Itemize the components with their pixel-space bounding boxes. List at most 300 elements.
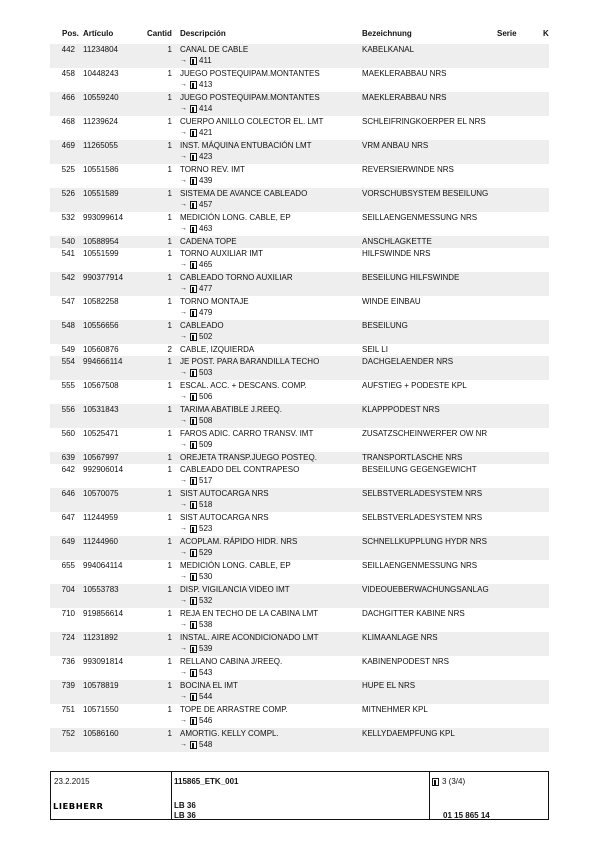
page-icon [190, 669, 197, 677]
table-row [50, 464, 549, 488]
page-icon [190, 525, 197, 533]
bezeichnung-cell: MAEKLERABBAU NRS [362, 69, 447, 78]
arrow-icon: → [180, 105, 187, 112]
article-cell: 10559240 [83, 93, 119, 102]
article-cell: 10556656 [83, 321, 119, 330]
footer-page-number: 3 (3/4) [442, 777, 466, 786]
description-cell: SIST AUTOCARGA NRS [180, 489, 269, 498]
bezeichnung-cell: TRANSPORTLASCHE NRS [362, 453, 463, 462]
article-cell: 990377914 [83, 273, 124, 282]
description-cell: ESCAL. ACC. + DESCANS. COMP. [180, 381, 307, 390]
page-icon [190, 645, 197, 653]
col-k: K [543, 29, 549, 38]
table-row [50, 452, 549, 464]
arrow-icon: → [180, 573, 187, 580]
table-row [50, 728, 549, 752]
page-icon [190, 693, 197, 701]
page-reference[interactable] [180, 416, 212, 426]
bezeichnung-cell: SEILLAENGENMESSUNG NRS [362, 561, 478, 570]
pos-cell: 540 [61, 237, 75, 246]
arrow-icon: → [180, 621, 187, 628]
page-icon [190, 393, 197, 401]
reference-number: 479 [199, 308, 213, 317]
pos-cell: 466 [61, 93, 75, 102]
footer-model: LB 36 [174, 801, 196, 810]
arrow-icon: → [180, 309, 187, 316]
table-row [50, 608, 549, 632]
page-reference[interactable] [180, 440, 212, 450]
page-reference[interactable] [180, 284, 212, 294]
reference-number: 411 [199, 56, 212, 65]
article-cell: 10582258 [83, 297, 119, 306]
quantity-cell: 1 [167, 273, 172, 282]
pos-cell: 547 [61, 297, 75, 306]
arrow-icon: → [180, 717, 187, 724]
page-icon [190, 333, 197, 341]
reference-number: 465 [199, 260, 213, 269]
page-reference[interactable] [180, 224, 212, 234]
article-cell: 10531843 [83, 405, 119, 414]
quantity-cell: 1 [167, 189, 172, 198]
article-cell: 10551589 [83, 189, 119, 198]
article-cell: 10571550 [83, 705, 119, 714]
arrow-icon: → [180, 129, 187, 136]
liebherr-logo: LIEBHERR [53, 802, 104, 811]
quantity-cell: 1 [167, 381, 172, 390]
page-reference[interactable] [180, 332, 212, 342]
quantity-cell: 1 [167, 585, 172, 594]
pos-cell: 468 [61, 117, 75, 126]
pos-cell: 655 [61, 561, 75, 570]
col-bezeichnung: Bezeichnung [362, 29, 412, 38]
reference-number: 530 [199, 572, 213, 581]
bezeichnung-cell: KABELKANAL [362, 45, 415, 54]
description-cell: SISTEMA DE AVANCE CABLEADO [180, 189, 308, 198]
article-cell: 10551599 [83, 249, 119, 258]
page-icon [190, 369, 197, 377]
table-row [50, 656, 549, 680]
article-cell: 10567508 [83, 381, 119, 390]
bezeichnung-cell: HUPE EL NRS [362, 681, 416, 690]
bezeichnung-cell: DACHGELAENDER NRS [362, 357, 454, 366]
reference-number: 423 [199, 152, 213, 161]
reference-number: 548 [199, 740, 213, 749]
page-reference[interactable] [180, 104, 212, 114]
arrow-icon: → [180, 477, 187, 484]
quantity-cell: 1 [167, 45, 172, 54]
quantity-cell: 2 [167, 345, 172, 354]
page-reference[interactable] [180, 80, 212, 90]
reference-number: 502 [199, 332, 213, 341]
bezeichnung-cell: DACHGITTER KABINE NRS [362, 609, 465, 618]
arrow-icon: → [180, 81, 187, 88]
quantity-cell: 1 [167, 489, 172, 498]
table-row [50, 236, 549, 248]
reference-number: 414 [199, 104, 213, 113]
reference-number: 508 [199, 416, 213, 425]
page-reference[interactable] [180, 500, 212, 510]
bezeichnung-cell: SELBSTVERLADESYSTEM NRS [362, 489, 483, 498]
table-row [50, 404, 549, 428]
article-cell: 10578819 [83, 681, 119, 690]
table-row [50, 68, 549, 92]
table-row [50, 356, 549, 380]
article-cell: 11265055 [83, 141, 118, 150]
quantity-cell: 1 [167, 93, 172, 102]
article-cell: 10448243 [83, 69, 119, 78]
article-cell: 11231892 [83, 633, 118, 642]
page-reference[interactable] [180, 692, 212, 702]
page-icon [432, 778, 439, 786]
article-cell: 10588954 [83, 237, 119, 246]
pos-cell: 458 [61, 69, 75, 78]
quantity-cell: 1 [167, 465, 172, 474]
arrow-icon: → [180, 693, 187, 700]
article-cell: 993099614 [83, 213, 124, 222]
column-header [0, 29, 595, 39]
description-cell: JUEGO POSTEQUIPAM.MONTANTES [180, 93, 320, 102]
description-cell: JUEGO POSTEQUIPAM.MONTANTES [180, 69, 320, 78]
arrow-icon: → [180, 501, 187, 508]
reference-number: 463 [199, 224, 213, 233]
description-cell: CABLEADO TORNO AUXILIAR [180, 273, 293, 282]
article-cell: 10567997 [83, 453, 119, 462]
arrow-icon: → [180, 369, 187, 376]
description-cell: OREJETA TRANSP.JUEGO POSTEQ. [180, 453, 317, 462]
description-cell: CABLEADO [180, 321, 224, 330]
pos-cell: 647 [61, 513, 75, 522]
article-cell: 11234804 [83, 45, 118, 54]
description-cell: TORNO AUXILIAR IMT [180, 249, 263, 258]
page-reference[interactable] [180, 476, 212, 486]
bezeichnung-cell: HILFSWINDE NRS [362, 249, 431, 258]
article-cell: 10553783 [83, 585, 119, 594]
page-reference[interactable] [180, 644, 212, 654]
table-row [50, 116, 549, 140]
table-row [50, 296, 549, 320]
arrow-icon: → [180, 417, 187, 424]
quantity-cell: 1 [167, 249, 172, 258]
footer-number: 01 15 865 14 [443, 811, 490, 820]
col-pos: Pos. [62, 29, 79, 38]
page-reference[interactable] [180, 176, 212, 186]
bezeichnung-cell: VIDEOUEBERWACHUNGSANLAG [362, 585, 489, 594]
article-cell: 10560876 [83, 345, 119, 354]
table-row [50, 704, 549, 728]
article-cell: 994064114 [83, 561, 123, 570]
description-cell: CABLE, IZQUIERDA [180, 345, 255, 354]
quantity-cell: 1 [167, 453, 172, 462]
article-cell: 11244960 [83, 537, 118, 546]
reference-number: 503 [199, 368, 213, 377]
reference-number: 477 [199, 284, 213, 293]
pos-cell: 639 [61, 453, 75, 462]
arrow-icon: → [180, 57, 187, 64]
table-row [50, 272, 549, 296]
pos-cell: 649 [61, 537, 75, 546]
parts-table [50, 44, 549, 752]
quantity-cell: 1 [167, 609, 172, 618]
bezeichnung-cell: ANSCHLAGKETTE [362, 237, 432, 246]
col-articulo: Artículo [83, 29, 114, 38]
page-icon [190, 477, 197, 485]
bezeichnung-cell: BESEILUNG GEGENGEWICHT [362, 465, 477, 474]
arrow-icon: → [180, 333, 187, 340]
page-icon [190, 177, 197, 185]
arrow-icon: → [180, 549, 187, 556]
table-row [50, 92, 549, 116]
page-icon [190, 261, 197, 269]
reference-number: 532 [199, 596, 213, 605]
footer-date: 23.2.2015 [54, 777, 90, 786]
page-reference[interactable] [180, 620, 212, 630]
arrow-icon: → [180, 441, 187, 448]
page-reference[interactable] [180, 392, 212, 402]
footer [50, 771, 549, 820]
page-icon [190, 225, 197, 233]
page-icon [190, 201, 197, 209]
page-reference[interactable] [180, 524, 212, 534]
arrow-icon: → [180, 225, 187, 232]
bezeichnung-cell: SEILLAENGENMESSUNG NRS [362, 213, 478, 222]
description-cell: AMORTIG. KELLY COMPL. [180, 729, 279, 738]
col-descripcion: Descripción [180, 29, 226, 38]
pos-cell: 548 [61, 321, 75, 330]
arrow-icon: → [180, 645, 187, 652]
pos-cell: 751 [61, 705, 75, 714]
page-reference[interactable] [180, 740, 212, 750]
article-cell: 11244959 [83, 513, 118, 522]
description-cell: BOCINA EL IMT [180, 681, 238, 690]
page-icon [190, 57, 197, 65]
quantity-cell: 1 [167, 297, 172, 306]
reference-number: 523 [199, 524, 213, 533]
bezeichnung-cell: SCHLEIFRINGKOERPER EL NRS [362, 117, 486, 126]
pos-cell: 710 [61, 609, 75, 618]
bezeichnung-cell: BESEILUNG HILFSWINDE [362, 273, 460, 282]
description-cell: JE POST. PARA BARANDILLA TECHO [180, 357, 320, 366]
pos-cell: 526 [61, 189, 75, 198]
bezeichnung-cell: VRM ANBAU NRS [362, 141, 429, 150]
footer-divider [171, 772, 172, 819]
page-icon [190, 81, 197, 89]
pos-cell: 560 [61, 429, 75, 438]
reference-number: 538 [199, 620, 213, 629]
pos-cell: 541 [61, 249, 75, 258]
pos-cell: 752 [61, 729, 75, 738]
page-icon [190, 105, 197, 113]
pos-cell: 642 [61, 465, 75, 474]
reference-number: 546 [199, 716, 213, 725]
pos-cell: 542 [61, 273, 75, 282]
description-cell: REJA EN TECHO DE LA CABINA LMT [180, 609, 319, 618]
pos-cell: 724 [61, 633, 75, 642]
reference-number: 543 [199, 668, 213, 677]
pos-cell: 646 [61, 489, 75, 498]
page-icon [190, 717, 197, 725]
page-reference[interactable] [180, 668, 212, 678]
table-row [50, 512, 549, 536]
bezeichnung-cell: WINDE EINBAU [362, 297, 421, 306]
table-row [50, 488, 549, 512]
page-icon [190, 597, 197, 605]
table-row [50, 188, 549, 212]
quantity-cell: 1 [167, 117, 172, 126]
page-icon [190, 129, 197, 137]
description-cell: TORNO REV. IMT [180, 165, 245, 174]
quantity-cell: 1 [167, 537, 172, 546]
table-row [50, 344, 549, 356]
pos-cell: 555 [61, 381, 75, 390]
table-row [50, 320, 549, 344]
quantity-cell: 1 [167, 729, 172, 738]
description-cell: TARIMA ABATIBLE J.REEQ. [180, 405, 282, 414]
description-cell: MEDICIÓN LONG. CABLE, EP [180, 213, 291, 222]
quantity-cell: 1 [167, 213, 172, 222]
article-cell: 10570075 [83, 489, 119, 498]
bezeichnung-cell: ZUSATZSCHEINWERFER OW NR [362, 429, 488, 438]
page-icon [190, 153, 197, 161]
reference-number: 506 [199, 392, 213, 401]
page-reference[interactable] [180, 716, 212, 726]
pos-cell: 554 [61, 357, 75, 366]
description-cell: CABLEADO DEL CONTRAPESO [180, 465, 300, 474]
footer-page [432, 777, 465, 786]
article-cell: 10551586 [83, 165, 119, 174]
page-icon [190, 621, 197, 629]
reference-number: 517 [199, 476, 213, 485]
pos-cell: 556 [61, 405, 75, 414]
bezeichnung-cell: AUFSTIEG + PODESTE KPL [362, 381, 467, 390]
table-row [50, 44, 549, 68]
description-cell: CADENA TOPE [180, 237, 237, 246]
pos-cell: 532 [61, 213, 75, 222]
description-cell: DISP. VIGILANCIA VIDEO IMT [180, 585, 290, 594]
page-icon [190, 309, 197, 317]
reference-number: 509 [199, 440, 213, 449]
pos-cell: 704 [61, 585, 75, 594]
page-icon [190, 549, 197, 557]
bezeichnung-cell: VORSCHUBSYSTEM BESEILUNG [362, 189, 489, 198]
reference-number: 539 [199, 644, 213, 653]
page-icon [190, 573, 197, 581]
col-cantid: Cantid [147, 29, 172, 38]
page-reference[interactable] [180, 128, 212, 138]
reference-number: 529 [199, 548, 213, 557]
quantity-cell: 1 [167, 69, 172, 78]
col-serie: Serie [497, 29, 517, 38]
page-reference[interactable] [180, 308, 212, 318]
description-cell: RELLANO CABINA J/REEQ. [180, 657, 283, 666]
bezeichnung-cell: SELBSTVERLADESYSTEM NRS [362, 513, 483, 522]
article-cell: 919856614 [83, 609, 124, 618]
table-row [50, 632, 549, 656]
description-cell: CUERPO ANILLO COLECTOR EL. LMT [180, 117, 324, 126]
quantity-cell: 1 [167, 321, 172, 330]
arrow-icon: → [180, 525, 187, 532]
quantity-cell: 1 [167, 705, 172, 714]
description-cell: ACOPLAM. RÁPIDO HIDR. NRS [180, 537, 298, 546]
bezeichnung-cell: KABINENPODEST NRS [362, 657, 449, 666]
arrow-icon: → [180, 669, 187, 676]
page-reference[interactable] [180, 572, 212, 582]
quantity-cell: 1 [167, 657, 172, 666]
table-row [50, 560, 549, 584]
page-icon [190, 501, 197, 509]
quantity-cell: 1 [167, 141, 172, 150]
arrow-icon: → [180, 201, 187, 208]
reference-number: 413 [199, 80, 213, 89]
bezeichnung-cell: SCHNELLKUPPLUNG HYDR NRS [362, 537, 487, 546]
table-row [50, 584, 549, 608]
quantity-cell: 1 [167, 429, 172, 438]
quantity-cell: 1 [167, 561, 172, 570]
footer-model-2: LB 36 [174, 811, 196, 820]
quantity-cell: 1 [167, 681, 172, 690]
bezeichnung-cell: KELLYDAEMPFUNG KPL [362, 729, 455, 738]
description-cell: MEDICIÓN LONG. CABLE, EP [180, 561, 291, 570]
bezeichnung-cell: BESEILUNG [362, 321, 408, 330]
page-reference[interactable] [180, 596, 212, 606]
reference-number: 457 [199, 200, 213, 209]
arrow-icon: → [180, 261, 187, 268]
page-reference[interactable] [180, 260, 212, 270]
bezeichnung-cell: KLAPPPODEST NRS [362, 405, 440, 414]
quantity-cell: 1 [167, 405, 172, 414]
page-icon [190, 441, 197, 449]
reference-number: 544 [199, 692, 213, 701]
article-cell: 993091814 [83, 657, 124, 666]
page-reference[interactable] [180, 548, 212, 558]
bezeichnung-cell: KLIMAANLAGE NRS [362, 633, 438, 642]
quantity-cell: 1 [167, 165, 172, 174]
arrow-icon: → [180, 597, 187, 604]
table-row [50, 248, 549, 272]
quantity-cell: 1 [167, 633, 172, 642]
description-cell: INST. MÁQUINA ENTUBACIÓN LMT [180, 141, 312, 150]
description-cell: TORNO MONTAJE [180, 297, 249, 306]
page-reference[interactable] [180, 56, 212, 66]
table-row [50, 428, 549, 452]
page-reference[interactable] [180, 368, 212, 378]
article-cell: 11239624 [83, 117, 118, 126]
table-row [50, 140, 549, 164]
page-reference[interactable] [180, 152, 212, 162]
quantity-cell: 1 [167, 357, 172, 366]
page-reference[interactable] [180, 200, 212, 210]
description-cell: INSTAL. AIRE ACONDICIONADO LMT [180, 633, 319, 642]
arrow-icon: → [180, 393, 187, 400]
page-icon [190, 417, 197, 425]
table-row [50, 164, 549, 188]
pos-cell: 736 [61, 657, 75, 666]
reference-number: 518 [199, 500, 213, 509]
table-row [50, 380, 549, 404]
reference-number: 439 [199, 176, 213, 185]
page-icon [190, 741, 197, 749]
footer-divider [429, 772, 430, 819]
page-icon [190, 285, 197, 293]
article-cell: 994666114 [83, 357, 123, 366]
arrow-icon: → [180, 741, 187, 748]
description-cell: CANAL DE CABLE [180, 45, 249, 54]
reference-number: 421 [199, 128, 213, 137]
footer-doc-id: 115865_ETK_001 [174, 777, 239, 786]
description-cell: TOPE DE ARRASTRE COMP. [180, 705, 288, 714]
arrow-icon: → [180, 285, 187, 292]
description-cell: FAROS ADIC. CARRO TRANSV. IMT [180, 429, 314, 438]
description-cell: SIST AUTOCARGA NRS [180, 513, 269, 522]
